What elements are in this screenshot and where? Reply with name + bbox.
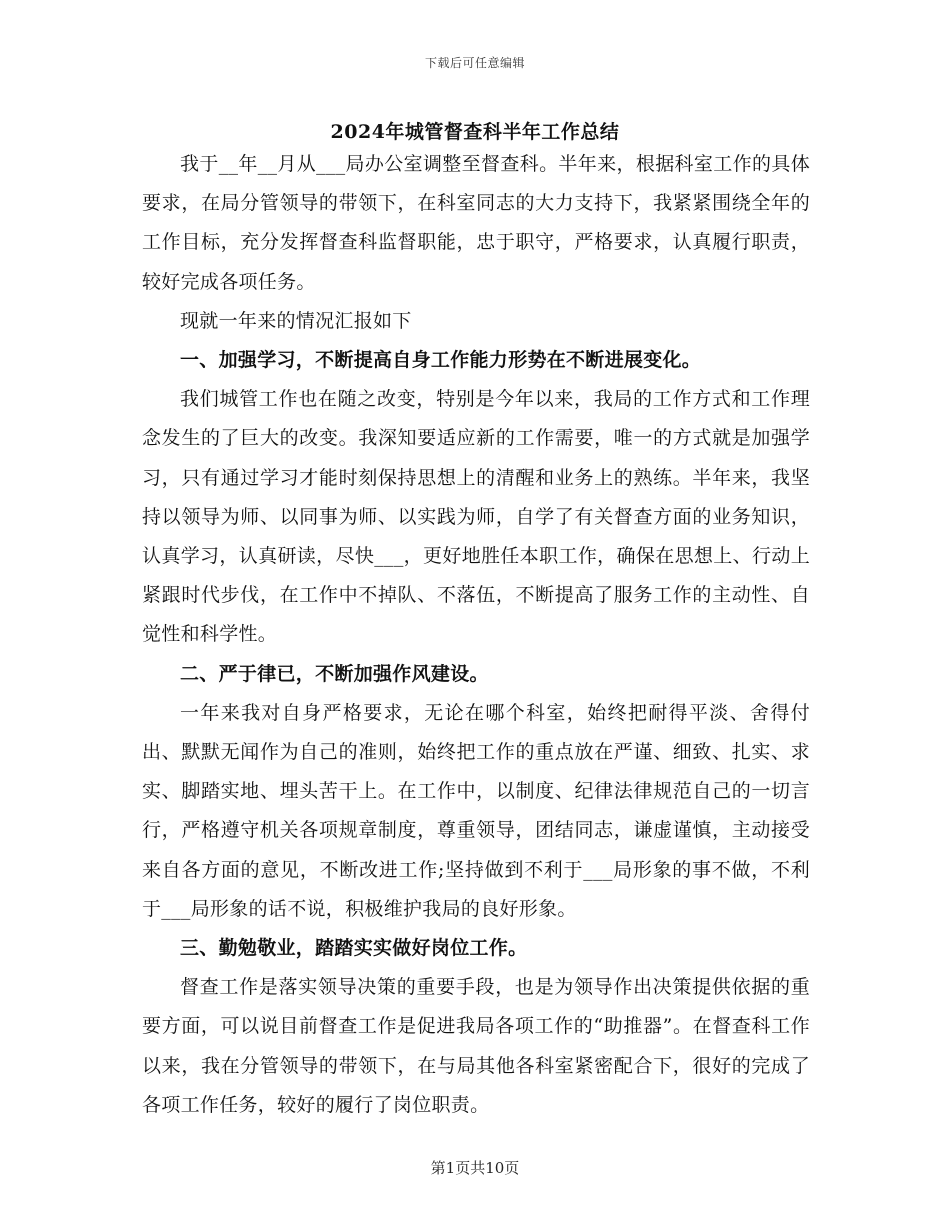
section-heading-1: 一、加强学习，不断提高自身工作能力形势在不断进展变化。: [180, 349, 702, 372]
document-title: 2024年城管督查科半年工作总结: [330, 121, 620, 143]
page-number-footer: 第1页共10页: [430, 1159, 520, 1177]
section-heading-3: 三、勤勉敬业，踏踏实实做好岗位工作。: [180, 937, 528, 960]
intro-paragraph: 我于__年__月从___局办公室调整至督查科。半年来，根据科室工作的具体要求，在局分管领导的带领下，在科室同志的大力支持下，我紧紧围绕全年的工作目标，充分发挥督查科监督职能，忠于职守，严格要求，认真履行职责，较好完成各项任务。: [142, 153, 810, 293]
document-body: [142, 145, 810, 1125]
section-1-paragraph: 我们城管工作也在随之改变，特别是今年以来，我局的工作方式和工作理念发生的了巨大的改变。我深知要适应新的工作需要，唯一的方式就是加强学习，只有通过学习才能时刻保持思想上的清醒和业务上的熟练。半年来，我坚持以领导为师、以同事为师、以实践为师，自学了有关督查方面的业务知识，认真学习，认真研读，尽快___，更好地胜任本职工作，确保在思想上、行动上紧跟时代步伐，在工作中不掉队、不落伍，不断提高了服务工作的主动性、自觉性和科学性。: [142, 388, 810, 646]
report-lead-paragraph: 现就一年来的情况汇报如下: [180, 309, 412, 332]
section-heading-2: 二、严于律已，不断加强作风建设。: [180, 662, 489, 685]
section-3-paragraph: 督查工作是落实领导决策的重要手段，也是为领导作出决策提供依据的重要方面，可以说目前督查工作是促进我局各项工作的“助推器”。在督查科工作以来，我在分管领导的带领下，在与局其他各科室紧密配合下，很好的完成了各项工作任务，较好的履行了岗位职责。: [142, 976, 810, 1116]
section-2-paragraph: 一年来我对自身严格要求，无论在哪个科室，始终把耐得平淡、舍得付出、默默无闻作为自己的准则，始终把工作的重点放在严谨、细致、扎实、求实、脚踏实地、埋头苦干上。在工作中，以制度、纪律法律规范自己的一切言行，严格遵守机关各项规章制度，尊重领导，团结同志，谦虚谨慎，主动接受来自各方面的意见，不断改进工作;坚持做到不利于___局形象的事不做，不利于___局形象的话不说，积极维护我局的良好形象。: [142, 701, 810, 920]
header-note: 下载后可任意编辑: [424, 56, 525, 70]
